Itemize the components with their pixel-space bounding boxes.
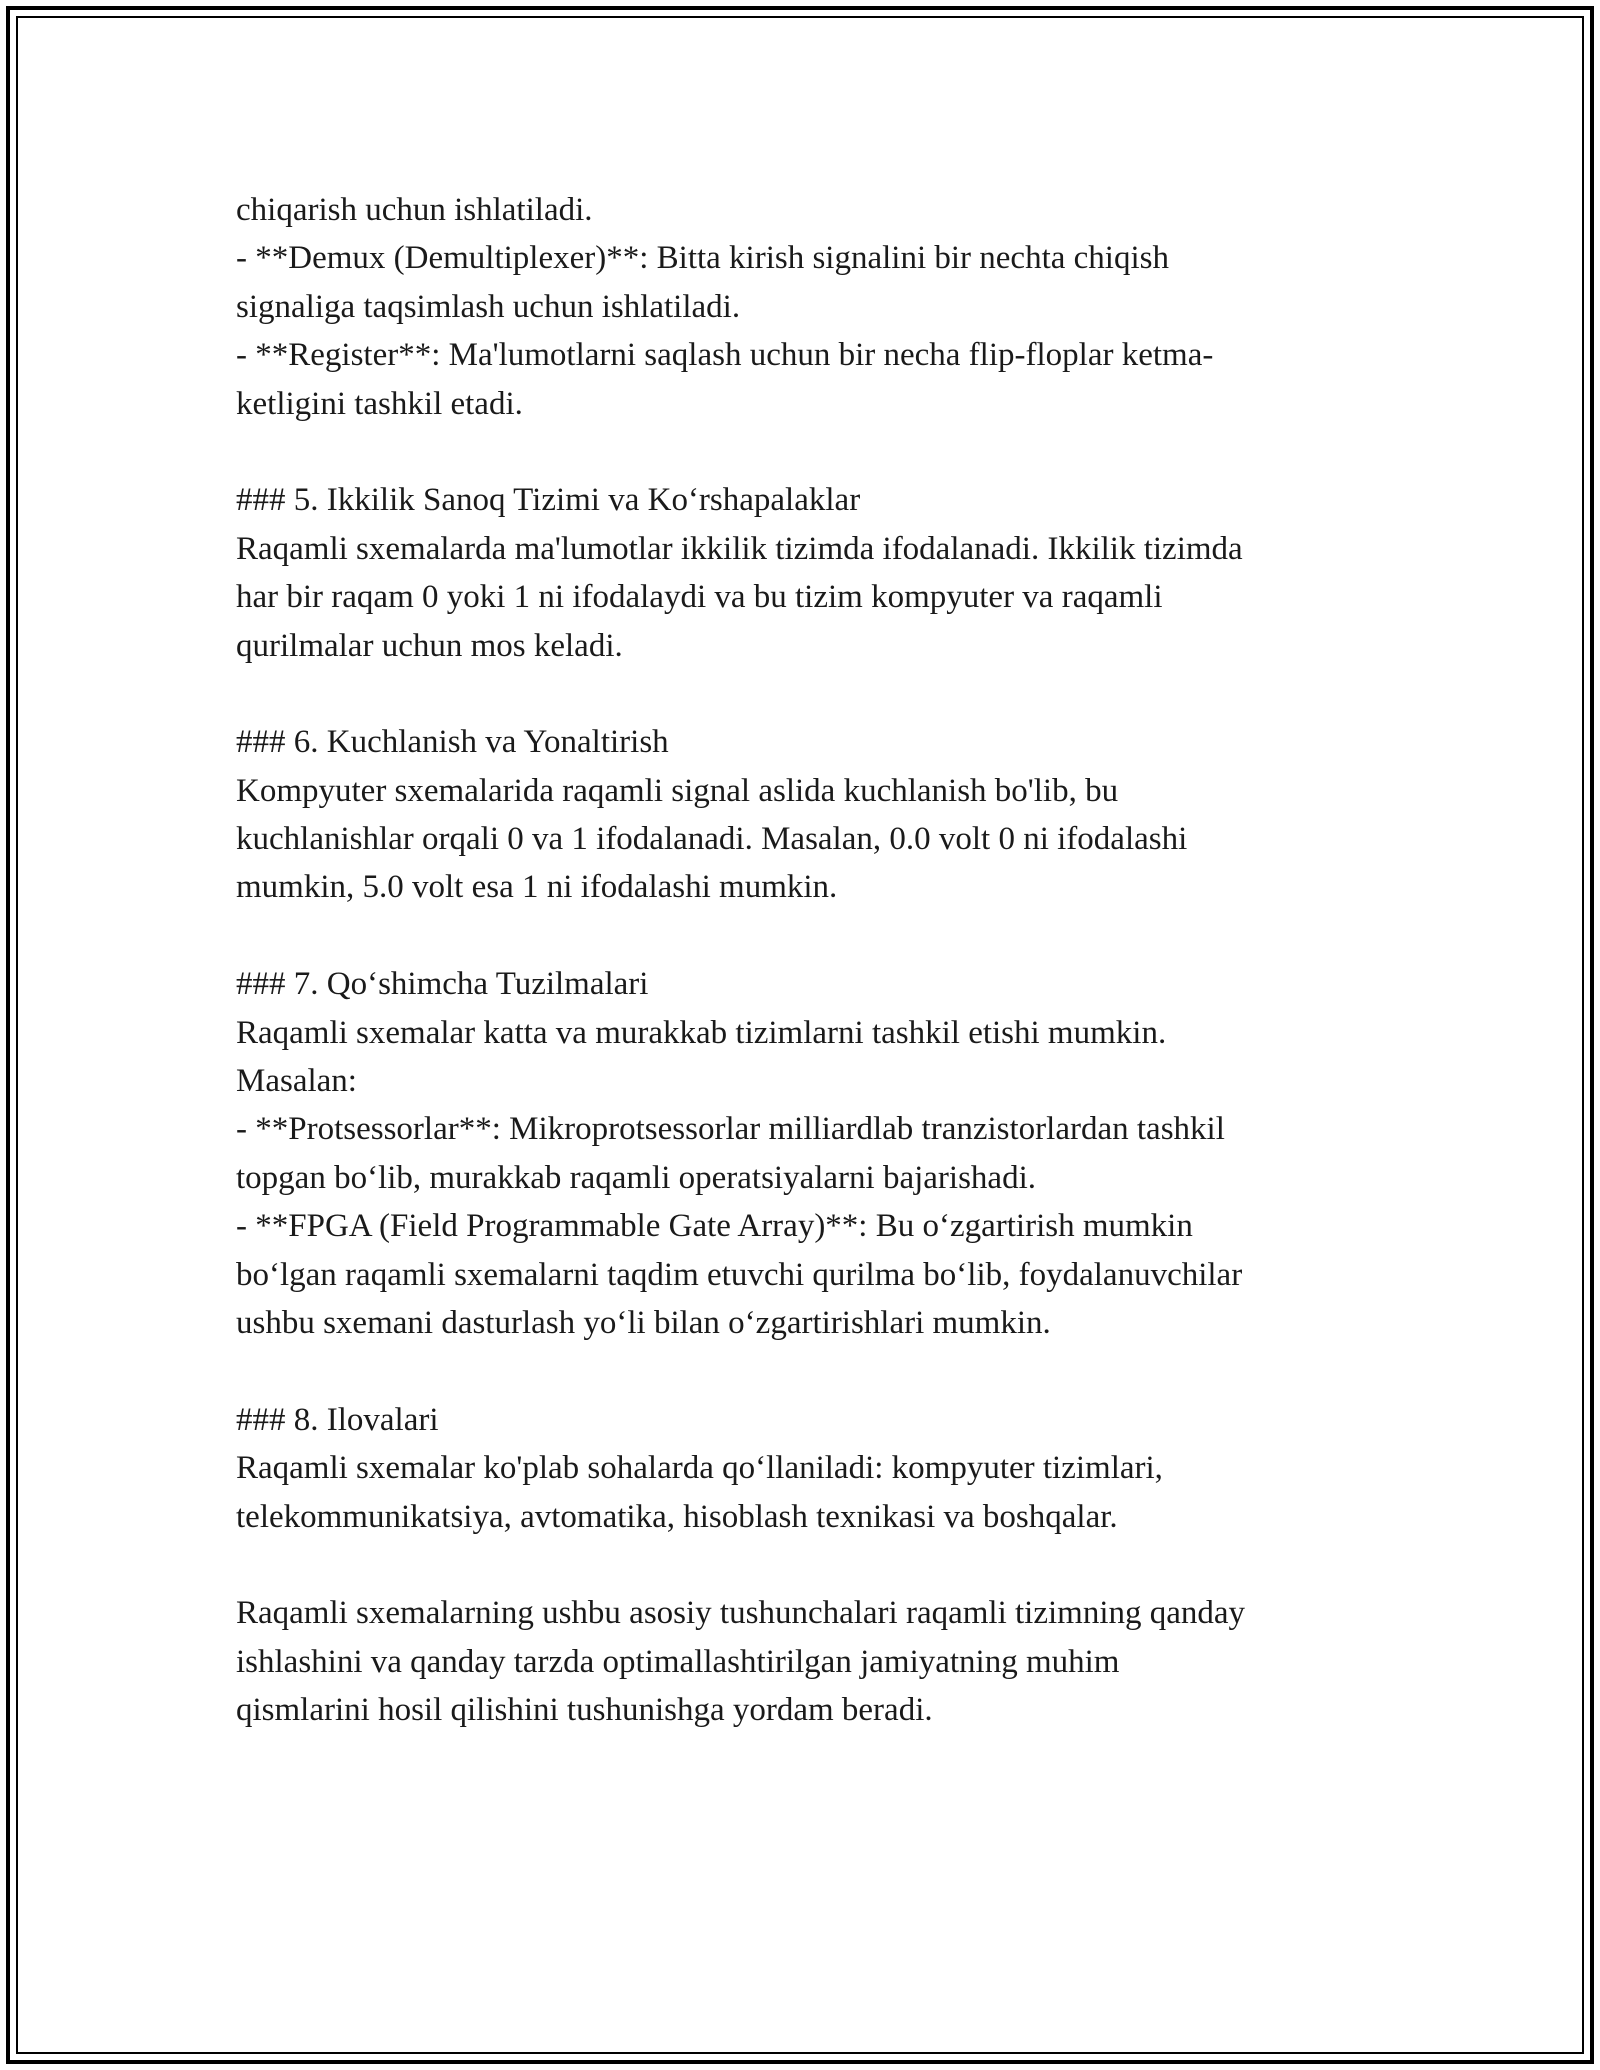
text-block <box>236 476 1396 670</box>
text-line: signaliga taqsimlash uchun ishlatiladi. <box>236 288 741 325</box>
text-line: kuchlanishlar orqali 0 va 1 ifodalanadi. Masalan, 0.0 volt 0 ni ifodalashi <box>236 821 1188 858</box>
text-line: Raqamli sxemalarda ma'lumotlar ikkilik tizimda ifodalanadi. Ikkilik tizimda <box>236 530 1243 567</box>
text-block <box>236 718 1396 912</box>
text-block <box>236 186 1396 428</box>
paragraph-spacer <box>236 1347 1396 1395</box>
text-line: chiqarish uchun ishlatiladi. <box>236 192 593 228</box>
text-line: qurilmalar uchun mos keladi. <box>236 627 623 664</box>
text-line: har bir raqam 0 yoki 1 ni ifodalaydi va bu tizim kompyuter va raqamli <box>236 579 1163 616</box>
text-line: Kompyuter sxemalarida raqamli signal aslida kuchlanish bo'lib, bu <box>236 772 1119 809</box>
text-line: ushbu sxemani dasturlash yo‘li bilan o‘zgartirishlari mumkin. <box>236 1304 1051 1341</box>
document-body <box>236 186 1396 1735</box>
section-heading: ### 6. Kuchlanish va Yonaltirish <box>236 724 669 761</box>
list-item-line: - **Demux (Demultiplexer)**: Bitta kirish signalini bir nechta chiqish <box>236 240 1169 277</box>
text-line: Raqamli sxemalar ko'plab sohalarda qo‘llaniladi: kompyuter tizimlari, <box>236 1450 1163 1487</box>
text-block <box>236 960 1396 1347</box>
paragraph-spacer <box>236 670 1396 718</box>
text-line: qismlarini hosil qilishini tushunishga yordam beradi. <box>236 1692 933 1729</box>
paragraph-spacer <box>236 912 1396 960</box>
section-heading: ### 5. Ikkilik Sanoq Tizimi va Ko‘rshapalaklar <box>236 482 861 519</box>
paragraph-spacer <box>236 1541 1396 1589</box>
text-line: mumkin, 5.0 volt esa 1 ni ifodalashi mumkin. <box>236 869 838 906</box>
text-block <box>236 1589 1396 1734</box>
section-heading: ### 8. Ilovalari <box>236 1401 439 1438</box>
text-line: topgan bo‘lib, murakkab raqamli operatsiyalarni bajarishadi. <box>236 1159 1036 1196</box>
list-item-line: - **FPGA (Field Programmable Gate Array)**: Bu o‘zgartirish mumkin <box>236 1208 1193 1245</box>
section-heading: ### 7. Qo‘shimcha Tuzilmalari <box>236 966 649 1003</box>
text-line: ketligini tashkil etadi. <box>236 385 523 422</box>
text-line: telekommunikatsiya, avtomatika, hisoblash texnikasi va boshqalar. <box>236 1498 1118 1535</box>
list-item-line: - **Protsessorlar**: Mikroprotsessorlar milliardlab tranzistorlardan tashkil <box>236 1111 1225 1148</box>
paragraph-spacer <box>236 428 1396 476</box>
text-line: Masalan: <box>236 1063 357 1100</box>
text-line: Raqamli sxemalarning ushbu asosiy tushunchalari raqamli tizimning qanday <box>236 1595 1246 1632</box>
list-item-line: - **Register**: Ma'lumotlarni saqlash uchun bir necha flip-floplar ketma- <box>236 337 1214 374</box>
text-line: Raqamli sxemalar katta va murakkab tizimlarni tashkil etishi mumkin. <box>236 1014 1167 1051</box>
text-block <box>236 1396 1396 1541</box>
text-line: ishlashini va qanday tarzda optimallashtirilgan jamiyatning muhim <box>236 1643 1120 1680</box>
text-line: bo‘lgan raqamli sxemalarni taqdim etuvchi qurilma bo‘lib, foydalanuvchilar <box>236 1256 1243 1293</box>
